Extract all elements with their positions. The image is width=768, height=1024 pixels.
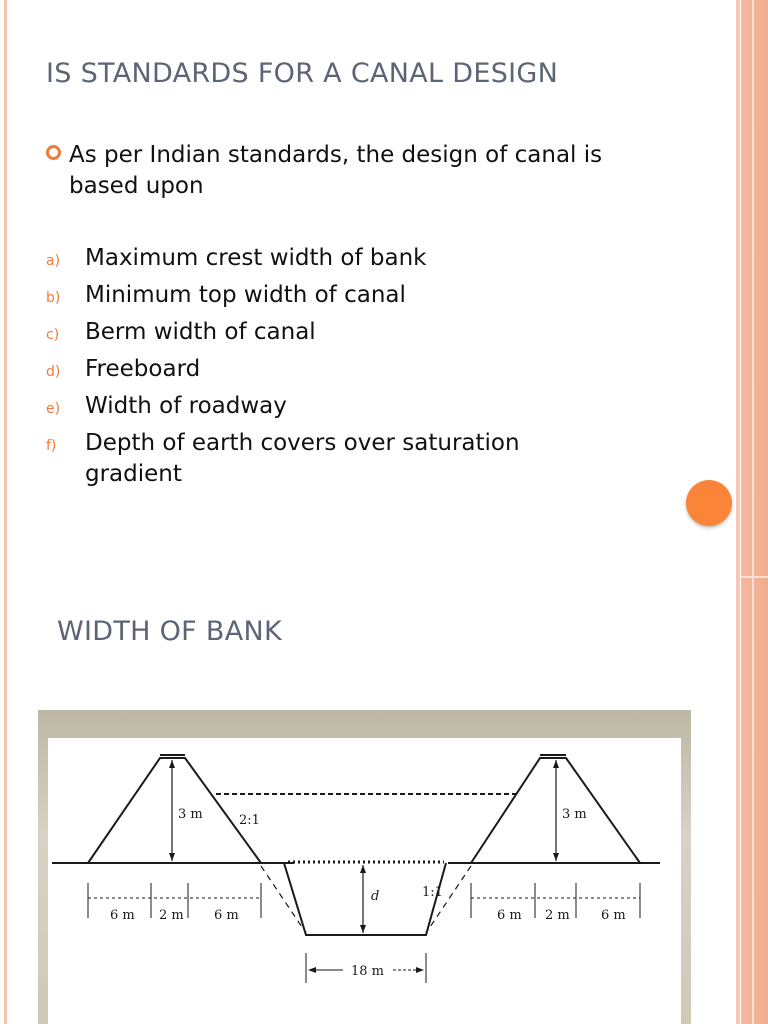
list-item xyxy=(46,391,606,422)
left-border-line xyxy=(4,0,7,1024)
canal-cross-section-diagram xyxy=(48,738,681,1024)
depth-label: d xyxy=(371,889,380,904)
slide-title: IS STANDARDS FOR A CANAL DESIGN xyxy=(46,58,559,89)
list-marker: e) xyxy=(46,401,61,417)
list-item-text: Berm width of canal xyxy=(85,319,316,345)
list-item-text: Freeboard xyxy=(85,356,201,382)
left-height-label: 3 m xyxy=(178,807,203,822)
bed-slope-label: 1:1 xyxy=(422,885,443,900)
list-marker: c) xyxy=(46,327,60,343)
list-marker: f) xyxy=(46,438,57,454)
list-item-text: Maximum crest width of bank xyxy=(85,245,427,271)
intro-text: As per Indian standards, the design of canal is based upon xyxy=(69,142,603,199)
right-dim-3: 6 m xyxy=(601,908,626,923)
section-title: WIDTH OF BANK xyxy=(57,616,282,647)
right-dim-1: 6 m xyxy=(497,908,522,923)
list-item xyxy=(46,280,606,311)
left-dim-3: 6 m xyxy=(214,908,239,923)
list-item-text: Minimum top width of canal xyxy=(85,282,406,308)
list-marker: b) xyxy=(46,290,61,306)
list-item xyxy=(46,317,606,348)
list-item-text: Width of roadway xyxy=(85,393,287,419)
list-marker: a) xyxy=(46,253,61,269)
list-item xyxy=(46,428,606,490)
list-item xyxy=(46,354,606,385)
standards-list xyxy=(46,243,606,496)
left-dim-1: 6 m xyxy=(110,908,135,923)
bank-slope-label: 2:1 xyxy=(239,813,260,828)
slide-divider-dot xyxy=(686,480,732,526)
circle-bullet-icon xyxy=(46,145,61,160)
canal-cross-section-figure xyxy=(38,710,691,1024)
right-height-label: 3 m xyxy=(562,807,587,822)
right-dim-2: 2 m xyxy=(545,908,570,923)
bed-width-label: 18 m xyxy=(351,964,385,979)
intro-bullet xyxy=(46,140,646,202)
left-dim-2: 2 m xyxy=(159,908,184,923)
list-item xyxy=(46,243,606,274)
list-marker: d) xyxy=(46,364,61,380)
list-item-text: Depth of earth covers over saturation gradient xyxy=(85,430,520,487)
